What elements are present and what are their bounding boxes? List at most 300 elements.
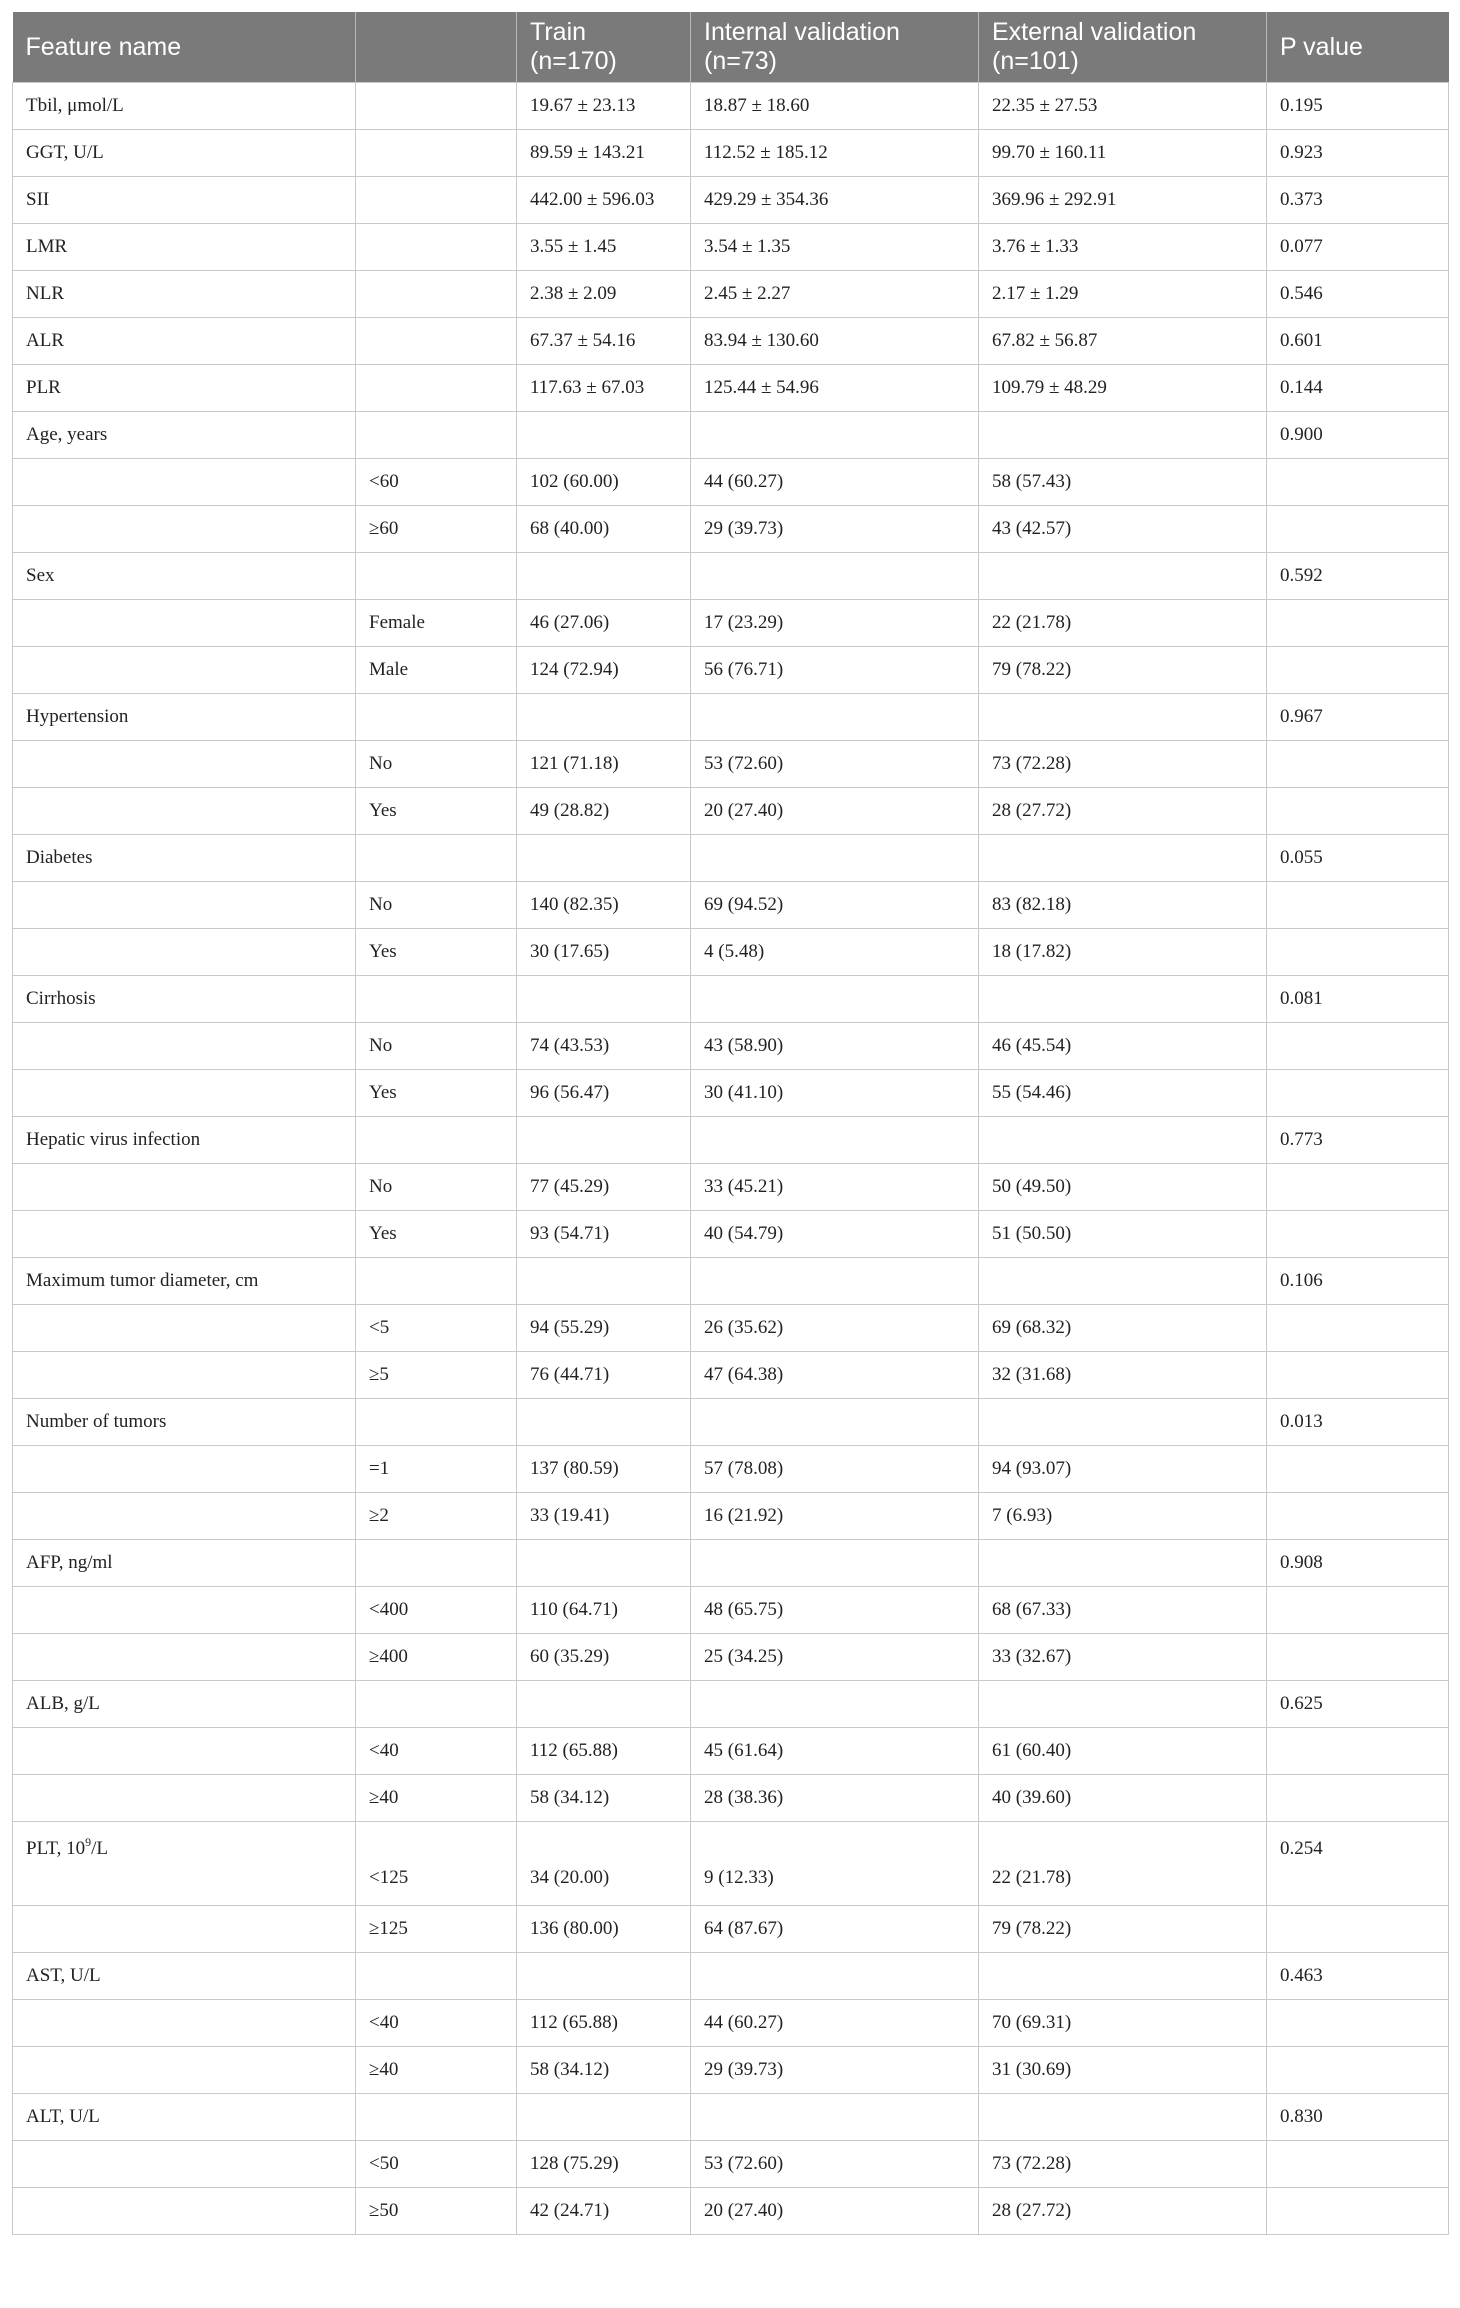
cell-feature [13, 1822, 356, 1906]
cell-subgroup: ≥60 [356, 506, 517, 553]
cell-subgroup [356, 2094, 517, 2141]
cell-p-value [1267, 1493, 1449, 1540]
cell-internal: 83.94 ± 130.60 [691, 318, 979, 365]
table-row [13, 1728, 1449, 1775]
cell-p-value [1267, 741, 1449, 788]
cell-subgroup: Yes [356, 1211, 517, 1258]
cell-internal: 16 (21.92) [691, 1493, 979, 1540]
cell-train: 30 (17.65) [517, 929, 691, 976]
table-row [13, 224, 1449, 271]
table-row [13, 365, 1449, 412]
cell-train: 42 (24.71) [517, 2188, 691, 2235]
cell-train: 33 (19.41) [517, 1493, 691, 1540]
cell-external: 22.35 ± 27.53 [979, 83, 1267, 130]
cell-subgroup: No [356, 882, 517, 929]
cell-external: 7 (6.93) [979, 1493, 1267, 1540]
cell-feature: NLR [13, 271, 356, 318]
table-header [13, 12, 1449, 83]
table-row [13, 2188, 1449, 2235]
cell-feature: Number of tumors [13, 1399, 356, 1446]
cell-p-value: 0.923 [1267, 130, 1449, 177]
cell-train [517, 1953, 691, 2000]
cell-external: 83 (82.18) [979, 882, 1267, 929]
cell-external: 99.70 ± 160.11 [979, 130, 1267, 177]
cell-internal [691, 553, 979, 600]
cell-feature: AFP, ng/ml [13, 1540, 356, 1587]
cell-subgroup: Female [356, 600, 517, 647]
cell-subgroup [356, 1399, 517, 1446]
cell-subgroup: <125 [356, 1822, 517, 1906]
cell-subgroup [356, 224, 517, 271]
cell-external: 3.76 ± 1.33 [979, 224, 1267, 271]
cell-internal: 29 (39.73) [691, 506, 979, 553]
cell-subgroup: <40 [356, 2000, 517, 2047]
table-row [13, 2047, 1449, 2094]
table-row [13, 976, 1449, 1023]
cell-train [517, 1399, 691, 1446]
cell-feature [13, 459, 356, 506]
cell-external: 32 (31.68) [979, 1352, 1267, 1399]
cell-external [979, 1117, 1267, 1164]
cell-train: 112 (65.88) [517, 2000, 691, 2047]
cell-feature [13, 2188, 356, 2235]
cell-p-value: 0.254 [1267, 1822, 1449, 1906]
plt-feature-sup: 9 [85, 1834, 92, 1849]
cell-internal: 20 (27.40) [691, 788, 979, 835]
table-row [13, 1399, 1449, 1446]
table-row [13, 694, 1449, 741]
cell-feature [13, 1493, 356, 1540]
cell-train: 74 (43.53) [517, 1023, 691, 1070]
table-row [13, 647, 1449, 694]
cell-train: 102 (60.00) [517, 459, 691, 506]
cell-p-value: 0.830 [1267, 2094, 1449, 2141]
cell-train [517, 1540, 691, 1587]
cell-external [979, 835, 1267, 882]
table-row [13, 788, 1449, 835]
cell-internal: 56 (76.71) [691, 647, 979, 694]
cell-internal [691, 1953, 979, 2000]
cell-subgroup [356, 318, 517, 365]
table-row [13, 600, 1449, 647]
cell-internal [691, 1117, 979, 1164]
cell-p-value [1267, 1446, 1449, 1493]
plt-feature-label: PLT, 10 [26, 1838, 86, 1859]
cell-internal [691, 1258, 979, 1305]
cell-subgroup [356, 976, 517, 1023]
cell-feature [13, 1023, 356, 1070]
header-train [517, 12, 691, 83]
cell-p-value: 0.013 [1267, 1399, 1449, 1446]
cell-train: 93 (54.71) [517, 1211, 691, 1258]
table-row [13, 882, 1449, 929]
cell-feature [13, 1775, 356, 1822]
cell-external: 22 (21.78) [979, 1822, 1267, 1906]
cell-train: 442.00 ± 596.03 [517, 177, 691, 224]
cell-p-value [1267, 1070, 1449, 1117]
table-row [13, 835, 1449, 882]
cell-internal [691, 694, 979, 741]
cell-internal: 43 (58.90) [691, 1023, 979, 1070]
cell-p-value [1267, 1023, 1449, 1070]
cell-train: 49 (28.82) [517, 788, 691, 835]
cell-internal [691, 1681, 979, 1728]
cell-p-value: 0.967 [1267, 694, 1449, 741]
cell-subgroup [356, 412, 517, 459]
cell-internal: 29 (39.73) [691, 2047, 979, 2094]
cell-p-value [1267, 1352, 1449, 1399]
cell-external: 50 (49.50) [979, 1164, 1267, 1211]
cell-subgroup [356, 1258, 517, 1305]
cell-p-value [1267, 1305, 1449, 1352]
cell-feature: Age, years [13, 412, 356, 459]
cell-external: 369.96 ± 292.91 [979, 177, 1267, 224]
cell-external [979, 1681, 1267, 1728]
cell-feature: GGT, U/L [13, 130, 356, 177]
cell-train: 112 (65.88) [517, 1728, 691, 1775]
cell-feature [13, 647, 356, 694]
cell-p-value [1267, 2141, 1449, 2188]
baseline-characteristics-table-container [12, 12, 1448, 2235]
cell-internal: 69 (94.52) [691, 882, 979, 929]
cell-external [979, 694, 1267, 741]
cell-p-value: 0.625 [1267, 1681, 1449, 1728]
cell-internal: 4 (5.48) [691, 929, 979, 976]
cell-internal: 18.87 ± 18.60 [691, 83, 979, 130]
cell-subgroup [356, 553, 517, 600]
cell-subgroup: ≥125 [356, 1906, 517, 1953]
header-row [13, 12, 1449, 83]
cell-p-value: 0.463 [1267, 1953, 1449, 2000]
cell-train: 60 (35.29) [517, 1634, 691, 1681]
cell-p-value: 0.081 [1267, 976, 1449, 1023]
cell-feature [13, 1352, 356, 1399]
cell-feature [13, 1211, 356, 1258]
cell-p-value: 0.106 [1267, 1258, 1449, 1305]
header-internal-label: Internal validation [704, 18, 900, 46]
cell-subgroup [356, 130, 517, 177]
cell-p-value: 0.077 [1267, 224, 1449, 271]
cell-external: 73 (72.28) [979, 741, 1267, 788]
cell-train: 68 (40.00) [517, 506, 691, 553]
cell-subgroup: =1 [356, 1446, 517, 1493]
cell-train [517, 1117, 691, 1164]
cell-subgroup [356, 83, 517, 130]
table-row [13, 130, 1449, 177]
table-row [13, 506, 1449, 553]
cell-subgroup: Male [356, 647, 517, 694]
cell-subgroup: Yes [356, 1070, 517, 1117]
cell-p-value: 0.546 [1267, 271, 1449, 318]
cell-internal: 44 (60.27) [691, 459, 979, 506]
table-row [13, 1211, 1449, 1258]
cell-external [979, 553, 1267, 600]
cell-p-value [1267, 2188, 1449, 2235]
header-external-n: (n=101) [992, 47, 1079, 75]
cell-feature: PLR [13, 365, 356, 412]
cell-external: 18 (17.82) [979, 929, 1267, 976]
cell-train: 19.67 ± 23.13 [517, 83, 691, 130]
cell-p-value: 0.773 [1267, 1117, 1449, 1164]
cell-internal: 48 (65.75) [691, 1587, 979, 1634]
baseline-characteristics-table [12, 12, 1449, 2235]
cell-p-value: 0.601 [1267, 318, 1449, 365]
cell-train: 58 (34.12) [517, 1775, 691, 1822]
table-row [13, 1305, 1449, 1352]
cell-external: 31 (30.69) [979, 2047, 1267, 2094]
cell-subgroup: <5 [356, 1305, 517, 1352]
cell-feature: ALT, U/L [13, 2094, 356, 2141]
cell-external [979, 1258, 1267, 1305]
plt-feature-suffix: /L [91, 1838, 109, 1859]
cell-feature: Cirrhosis [13, 976, 356, 1023]
cell-p-value [1267, 506, 1449, 553]
cell-subgroup: <50 [356, 2141, 517, 2188]
cell-train: 137 (80.59) [517, 1446, 691, 1493]
cell-external: 79 (78.22) [979, 1906, 1267, 1953]
cell-external: 58 (57.43) [979, 459, 1267, 506]
cell-subgroup: <60 [356, 459, 517, 506]
cell-internal: 40 (54.79) [691, 1211, 979, 1258]
cell-train: 89.59 ± 143.21 [517, 130, 691, 177]
cell-train [517, 976, 691, 1023]
cell-internal [691, 835, 979, 882]
cell-p-value [1267, 788, 1449, 835]
cell-feature [13, 1446, 356, 1493]
cell-external: 28 (27.72) [979, 788, 1267, 835]
cell-subgroup [356, 177, 517, 224]
cell-external [979, 2094, 1267, 2141]
cell-internal: 25 (34.25) [691, 1634, 979, 1681]
header-external-validation [979, 12, 1267, 83]
table-row [13, 1070, 1449, 1117]
cell-external: 79 (78.22) [979, 647, 1267, 694]
cell-feature [13, 1070, 356, 1117]
cell-subgroup: ≥2 [356, 1493, 517, 1540]
cell-subgroup [356, 271, 517, 318]
table-row [13, 1681, 1449, 1728]
cell-external: 40 (39.60) [979, 1775, 1267, 1822]
cell-feature [13, 2000, 356, 2047]
cell-external: 67.82 ± 56.87 [979, 318, 1267, 365]
cell-p-value [1267, 2047, 1449, 2094]
cell-feature [13, 506, 356, 553]
cell-train: 121 (71.18) [517, 741, 691, 788]
cell-feature: Maximum tumor diameter, cm [13, 1258, 356, 1305]
cell-p-value [1267, 1728, 1449, 1775]
cell-external: 46 (45.54) [979, 1023, 1267, 1070]
cell-internal: 28 (38.36) [691, 1775, 979, 1822]
cell-subgroup [356, 835, 517, 882]
table-row [13, 1117, 1449, 1164]
table-row [13, 318, 1449, 365]
cell-external: 2.17 ± 1.29 [979, 271, 1267, 318]
table-row [13, 2141, 1449, 2188]
header-train-label: Train [530, 18, 587, 46]
cell-feature: Hypertension [13, 694, 356, 741]
cell-train: 67.37 ± 54.16 [517, 318, 691, 365]
cell-p-value [1267, 459, 1449, 506]
cell-feature: SII [13, 177, 356, 224]
cell-feature [13, 1587, 356, 1634]
cell-train [517, 1258, 691, 1305]
table-row [13, 929, 1449, 976]
table-row-plt [13, 1822, 1449, 1906]
cell-external: 28 (27.72) [979, 2188, 1267, 2235]
cell-subgroup: <40 [356, 1728, 517, 1775]
cell-feature [13, 929, 356, 976]
cell-feature: ALB, g/L [13, 1681, 356, 1728]
cell-internal [691, 412, 979, 459]
cell-external: 61 (60.40) [979, 1728, 1267, 1775]
cell-train: 124 (72.94) [517, 647, 691, 694]
cell-feature: ALR [13, 318, 356, 365]
cell-train [517, 1681, 691, 1728]
cell-external: 68 (67.33) [979, 1587, 1267, 1634]
cell-internal: 53 (72.60) [691, 2141, 979, 2188]
cell-internal: 429.29 ± 354.36 [691, 177, 979, 224]
cell-external: 43 (42.57) [979, 506, 1267, 553]
table-body [13, 83, 1449, 2235]
cell-p-value [1267, 1211, 1449, 1258]
cell-external [979, 1399, 1267, 1446]
table-row [13, 83, 1449, 130]
cell-p-value: 0.908 [1267, 1540, 1449, 1587]
cell-train [517, 2094, 691, 2141]
cell-subgroup: <400 [356, 1587, 517, 1634]
cell-subgroup [356, 1540, 517, 1587]
table-row [13, 1775, 1449, 1822]
cell-train: 94 (55.29) [517, 1305, 691, 1352]
table-row [13, 2000, 1449, 2047]
cell-subgroup: Yes [356, 788, 517, 835]
cell-subgroup [356, 1953, 517, 2000]
cell-train [517, 412, 691, 459]
cell-p-value [1267, 647, 1449, 694]
table-row [13, 271, 1449, 318]
cell-feature: Sex [13, 553, 356, 600]
cell-subgroup: ≥40 [356, 1775, 517, 1822]
header-subgroup [356, 12, 517, 83]
cell-p-value: 0.900 [1267, 412, 1449, 459]
cell-external: 94 (93.07) [979, 1446, 1267, 1493]
cell-external: 22 (21.78) [979, 600, 1267, 647]
cell-train: 3.55 ± 1.45 [517, 224, 691, 271]
cell-train [517, 694, 691, 741]
cell-internal: 125.44 ± 54.96 [691, 365, 979, 412]
cell-feature [13, 1728, 356, 1775]
cell-internal [691, 976, 979, 1023]
cell-feature [13, 2047, 356, 2094]
cell-subgroup: No [356, 1164, 517, 1211]
cell-external [979, 412, 1267, 459]
cell-train: 140 (82.35) [517, 882, 691, 929]
cell-p-value [1267, 1634, 1449, 1681]
cell-p-value: 0.373 [1267, 177, 1449, 224]
cell-internal: 45 (61.64) [691, 1728, 979, 1775]
cell-train: 76 (44.71) [517, 1352, 691, 1399]
cell-train [517, 553, 691, 600]
cell-internal: 47 (64.38) [691, 1352, 979, 1399]
cell-external [979, 1540, 1267, 1587]
cell-feature: LMR [13, 224, 356, 271]
cell-external: 55 (54.46) [979, 1070, 1267, 1117]
cell-external: 73 (72.28) [979, 2141, 1267, 2188]
cell-feature: Hepatic virus infection [13, 1117, 356, 1164]
cell-p-value [1267, 600, 1449, 647]
cell-subgroup [356, 694, 517, 741]
header-internal-validation [691, 12, 979, 83]
cell-subgroup: ≥40 [356, 2047, 517, 2094]
table-row [13, 1164, 1449, 1211]
header-external-label: External validation [992, 18, 1197, 46]
cell-subgroup: ≥400 [356, 1634, 517, 1681]
cell-train: 96 (56.47) [517, 1070, 691, 1117]
cell-train: 110 (64.71) [517, 1587, 691, 1634]
table-row [13, 1953, 1449, 2000]
cell-internal: 33 (45.21) [691, 1164, 979, 1211]
cell-subgroup: No [356, 741, 517, 788]
cell-internal: 9 (12.33) [691, 1822, 979, 1906]
cell-internal: 20 (27.40) [691, 2188, 979, 2235]
cell-train: 2.38 ± 2.09 [517, 271, 691, 318]
cell-internal: 57 (78.08) [691, 1446, 979, 1493]
cell-feature: Tbil, μmol/L [13, 83, 356, 130]
cell-subgroup [356, 365, 517, 412]
cell-subgroup [356, 1681, 517, 1728]
header-p-value: P value [1267, 12, 1449, 83]
cell-train: 128 (75.29) [517, 2141, 691, 2188]
cell-internal: 17 (23.29) [691, 600, 979, 647]
cell-feature [13, 1906, 356, 1953]
table-row [13, 1493, 1449, 1540]
table-row [13, 1634, 1449, 1681]
table-row [13, 177, 1449, 224]
header-train-n: (n=170) [530, 47, 617, 75]
cell-p-value [1267, 1164, 1449, 1211]
cell-train: 34 (20.00) [517, 1822, 691, 1906]
cell-train [517, 835, 691, 882]
cell-internal: 30 (41.10) [691, 1070, 979, 1117]
cell-p-value: 0.195 [1267, 83, 1449, 130]
cell-external [979, 1953, 1267, 2000]
cell-feature [13, 1634, 356, 1681]
cell-subgroup: ≥5 [356, 1352, 517, 1399]
cell-p-value: 0.055 [1267, 835, 1449, 882]
cell-p-value [1267, 1906, 1449, 1953]
cell-internal [691, 1399, 979, 1446]
cell-internal: 64 (87.67) [691, 1906, 979, 1953]
cell-feature [13, 1305, 356, 1352]
cell-external: 33 (32.67) [979, 1634, 1267, 1681]
cell-p-value: 0.592 [1267, 553, 1449, 600]
cell-train: 46 (27.06) [517, 600, 691, 647]
cell-external [979, 976, 1267, 1023]
table-row [13, 1446, 1449, 1493]
cell-feature [13, 1164, 356, 1211]
table-row [13, 2094, 1449, 2141]
table-row [13, 1540, 1449, 1587]
cell-feature [13, 882, 356, 929]
cell-feature: Diabetes [13, 835, 356, 882]
table-row [13, 741, 1449, 788]
cell-internal [691, 2094, 979, 2141]
cell-external: 69 (68.32) [979, 1305, 1267, 1352]
table-row [13, 459, 1449, 506]
cell-internal: 26 (35.62) [691, 1305, 979, 1352]
cell-subgroup: Yes [356, 929, 517, 976]
cell-train: 58 (34.12) [517, 2047, 691, 2094]
